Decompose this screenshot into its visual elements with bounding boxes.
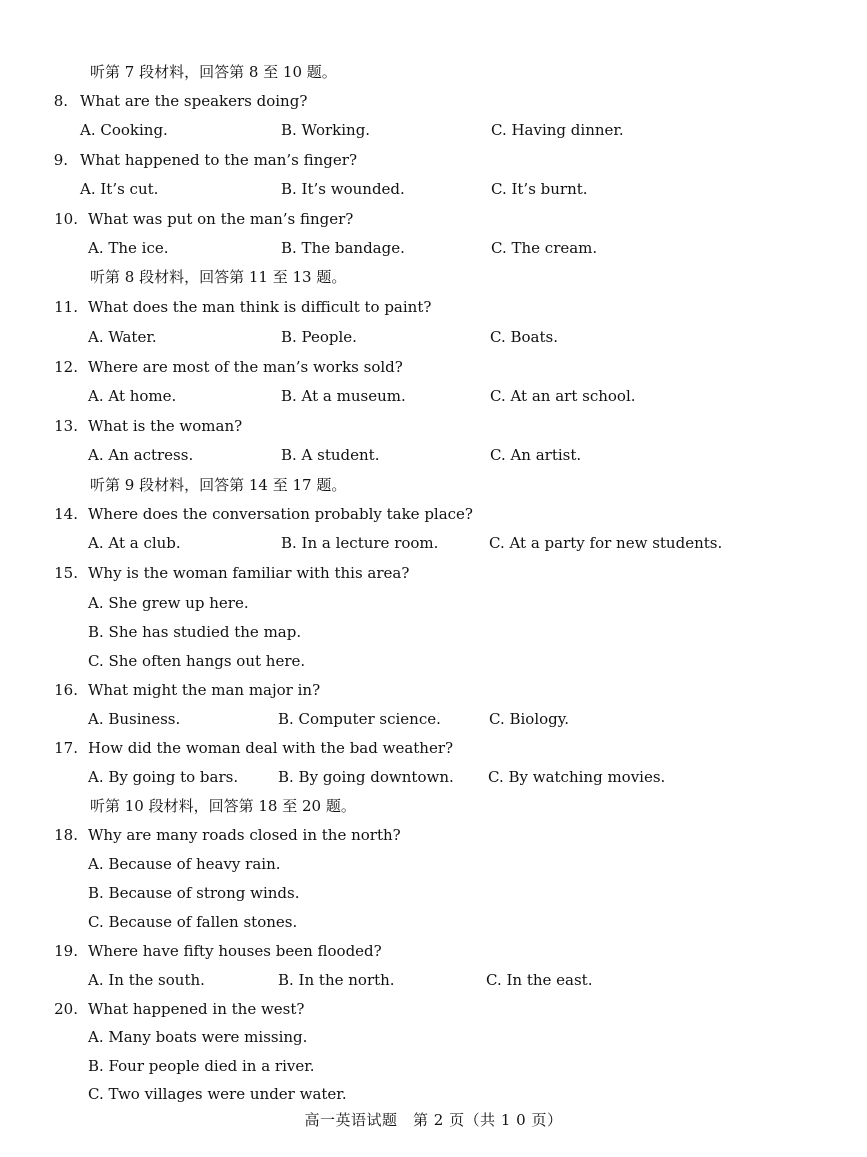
section-header: 听第 10 段材料，回答第 18 至 20 题。	[90, 797, 356, 815]
option-b: B. It’s wounded.	[281, 180, 405, 198]
question-number: 15.	[54, 564, 78, 582]
question-16-options	[0, 708, 867, 730]
option-a: A. Business.	[88, 710, 181, 728]
question-15	[0, 562, 867, 584]
question-text: What are the speakers doing?	[80, 92, 308, 110]
option-a: A. In the south.	[88, 971, 205, 989]
question-text: What is the woman?	[88, 417, 243, 435]
option-b: B. Four people died in a river.	[88, 1057, 315, 1075]
question-18-option-b	[0, 882, 867, 904]
question-13	[0, 415, 867, 437]
question-number: 13.	[54, 417, 78, 435]
question-8	[0, 90, 867, 112]
question-17-options	[0, 766, 867, 788]
option-c: C. In the east.	[486, 971, 593, 989]
question-13-options	[0, 444, 867, 466]
option-b: B. Working.	[281, 121, 371, 139]
question-10	[0, 208, 867, 230]
section-header: 听第 8 段材料，回答第 11 至 13 题。	[90, 268, 347, 286]
section-header: 听第 9 段材料，回答第 14 至 17 题。	[90, 476, 347, 494]
option-b: B. In the north.	[278, 971, 395, 989]
question-text: What was put on the man’s finger?	[88, 210, 354, 228]
question-18-option-c	[0, 911, 867, 933]
option-a: A. Because of heavy rain.	[88, 855, 281, 873]
question-text: Why are many roads closed in the north?	[88, 826, 401, 844]
question-19	[0, 940, 867, 962]
option-b: B. By going downtown.	[278, 768, 454, 786]
option-c: C. Because of fallen stones.	[88, 913, 298, 931]
question-text: Where have fifty houses been flooded?	[88, 942, 382, 960]
question-number: 19.	[54, 942, 78, 960]
question-15-option-a	[0, 592, 867, 614]
question-number: 16.	[54, 681, 78, 699]
option-a: A. An actress.	[88, 446, 194, 464]
question-20-option-b	[0, 1055, 867, 1077]
question-9-options	[0, 178, 867, 200]
question-10-options	[0, 237, 867, 259]
option-c: C. Biology.	[489, 710, 570, 728]
section-header: 听第 7 段材料，回答第 8 至 10 题。	[90, 63, 337, 81]
question-text: What might the man major in?	[88, 681, 321, 699]
option-c: C. Two villages were under water.	[88, 1085, 347, 1103]
question-11	[0, 296, 867, 318]
question-18-option-a	[0, 853, 867, 875]
option-c: C. It’s burnt.	[491, 180, 588, 198]
option-b: B. A student.	[281, 446, 380, 464]
question-12	[0, 356, 867, 378]
question-text: What happened in the west?	[88, 1000, 305, 1018]
question-text: How did the woman deal with the bad weather?	[88, 739, 454, 757]
question-8-options	[0, 119, 867, 141]
question-text: What does the man think is difficult to paint?	[88, 298, 432, 316]
question-9	[0, 149, 867, 171]
option-c: C. At an art school.	[490, 387, 636, 405]
question-number: 20.	[54, 1000, 78, 1018]
option-a: A. The ice.	[88, 239, 169, 257]
question-text: Where are most of the man’s works sold?	[88, 358, 403, 376]
question-number: 14.	[54, 505, 78, 523]
question-18	[0, 824, 867, 846]
option-c: C. Having dinner.	[491, 121, 624, 139]
option-a: A. At a club.	[88, 534, 181, 552]
question-12-options	[0, 385, 867, 407]
option-b: B. People.	[281, 328, 357, 346]
question-number: 8.	[53, 92, 68, 110]
option-a: A. Many boats were missing.	[88, 1028, 308, 1046]
question-20-option-a	[0, 1026, 867, 1048]
option-b: B. The bandage.	[281, 239, 405, 257]
question-20-option-c	[0, 1083, 867, 1105]
question-number: 9.	[53, 151, 68, 169]
question-20	[0, 998, 867, 1020]
option-b: B. Because of strong winds.	[88, 884, 300, 902]
question-11-options	[0, 326, 867, 348]
page-footer: 高一英语试题 第 2 页（共 1 0 页）	[304, 1111, 563, 1129]
option-a: A. She grew up here.	[88, 594, 249, 612]
option-c: C. The cream.	[491, 239, 598, 257]
question-14	[0, 503, 867, 525]
option-b: B. At a museum.	[281, 387, 406, 405]
option-c: C. At a party for new students.	[489, 534, 723, 552]
question-14-options	[0, 532, 867, 554]
question-16	[0, 679, 867, 701]
option-a: A. It’s cut.	[80, 180, 159, 198]
option-b: B. She has studied the map.	[88, 623, 302, 641]
question-19-options	[0, 969, 867, 991]
option-c: C. An artist.	[490, 446, 582, 464]
question-text: What happened to the man’s finger?	[80, 151, 357, 169]
question-text: Why is the woman familiar with this area?	[88, 564, 410, 582]
question-number: 18.	[54, 826, 78, 844]
option-a: A. By going to bars.	[88, 768, 239, 786]
question-number: 10.	[54, 210, 78, 228]
option-b: B. In a lecture room.	[281, 534, 439, 552]
option-a: A. Water.	[88, 328, 157, 346]
option-c: C. She often hangs out here.	[88, 652, 306, 670]
question-number: 12.	[54, 358, 78, 376]
question-15-option-c	[0, 650, 867, 672]
option-c: C. Boats.	[490, 328, 558, 346]
question-15-option-b	[0, 621, 867, 643]
question-text: Where does the conversation probably take place?	[88, 505, 473, 523]
option-b: B. Computer science.	[278, 710, 441, 728]
option-a: A. At home.	[88, 387, 177, 405]
option-c: C. By watching movies.	[488, 768, 666, 786]
question-17	[0, 737, 867, 759]
question-number: 17.	[54, 739, 78, 757]
option-a: A. Cooking.	[80, 121, 168, 139]
question-number: 11.	[54, 298, 78, 316]
